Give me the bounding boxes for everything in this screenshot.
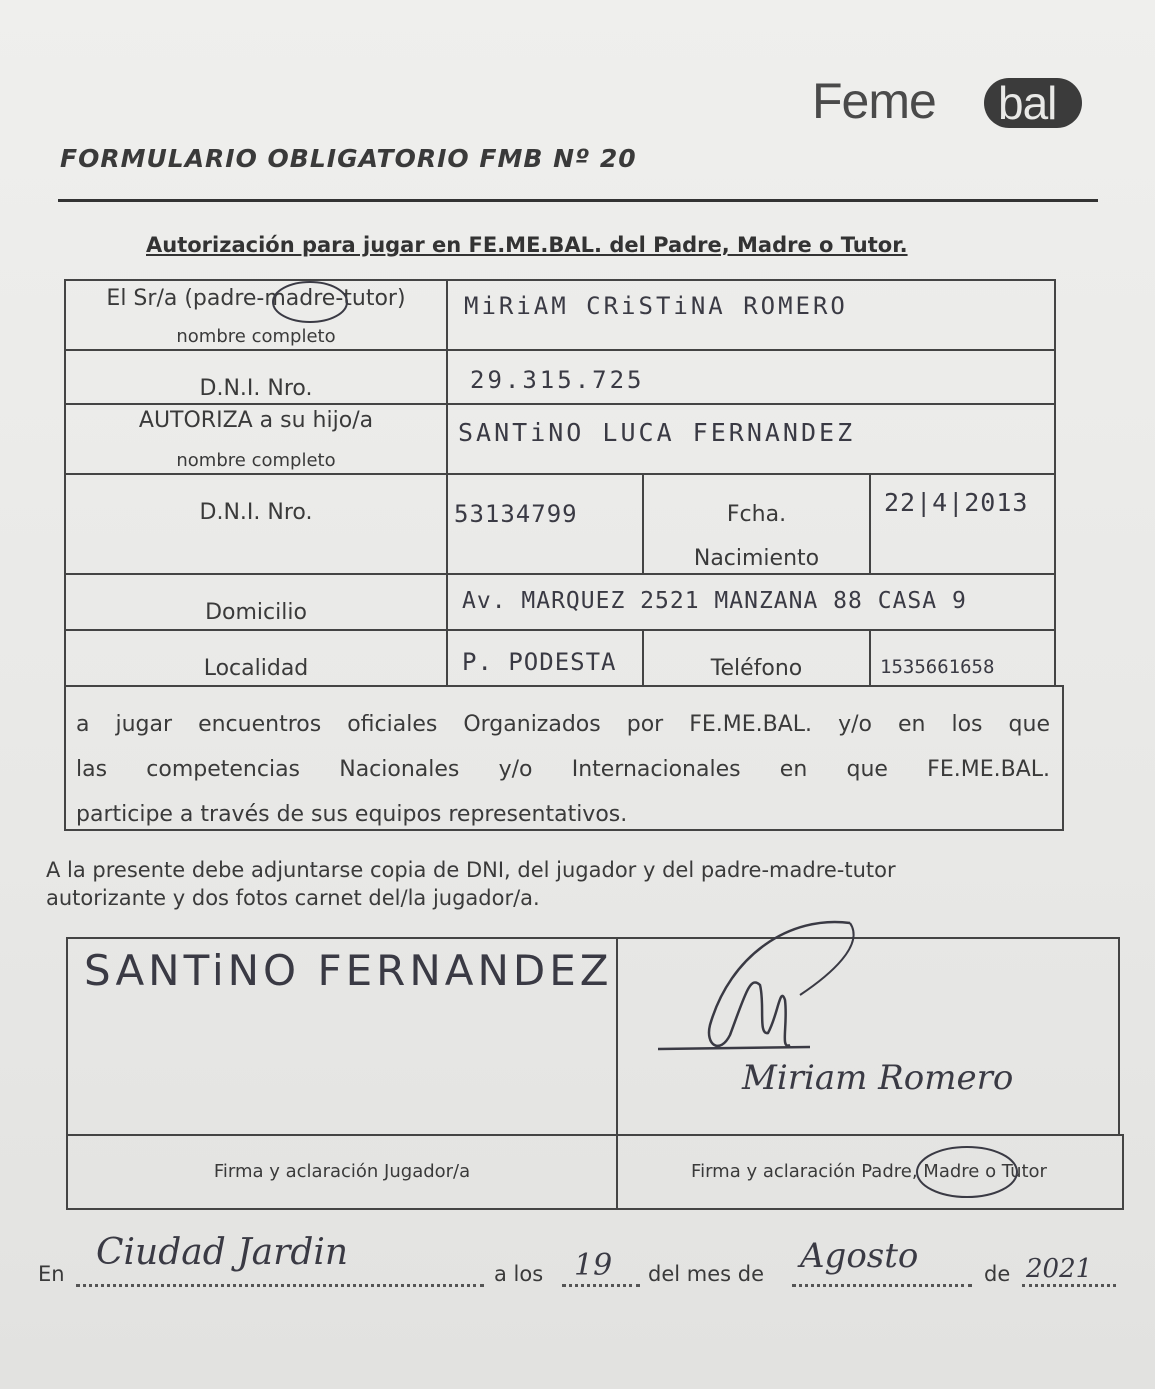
birthdate-label-line1: Fcha. (726, 502, 787, 527)
paragraph-line: a jugar encuentros oficiales Organizados por FE.ME.BAL. y/o en los que (76, 712, 1050, 737)
player-signature-name: SANTiNO FERNANDEZ (84, 946, 613, 995)
place-line (76, 1284, 484, 1287)
form-title: FORMULARIO OBLIGATORIO FMB Nº 20 (60, 144, 637, 173)
month-value: Agosto (800, 1236, 919, 1276)
signature-border-right-lower (1122, 1134, 1124, 1210)
parent-name-value: MiRiAM CRiSTiNA ROMERO (464, 292, 848, 320)
table-border-left (64, 279, 66, 831)
child-dni-value: 53134799 (454, 500, 578, 528)
year-label: de (984, 1262, 1011, 1286)
table-border-right (1054, 281, 1056, 686)
day-label: a los (494, 1262, 544, 1286)
parent-name-label: El Sr/a (padre-madre-tutor) (106, 286, 406, 311)
birthdate-label-line2: Nacimiento (693, 546, 820, 571)
address-label: Domicilio (205, 600, 307, 625)
year-line (1022, 1284, 1116, 1287)
parent-name-sublabel: nombre completo (176, 326, 336, 347)
attachment-note-line: A la presente debe adjuntarse copia de DNI, del jugador y del padre-madre-tutor (46, 858, 896, 882)
logo-pill-text: bal (998, 77, 1057, 129)
birthdate-value: 22|4|2013 (884, 488, 1029, 517)
month-label: del mes de (648, 1262, 765, 1286)
locality-value: P. PODESTA (462, 648, 617, 676)
signature-row-line (66, 1134, 1122, 1136)
signature-border-right (1118, 937, 1120, 1136)
place-label: En (38, 1262, 65, 1286)
place-value: Ciudad Jardin (96, 1232, 349, 1273)
table-row-line (64, 629, 1056, 631)
parent-dni-value: 29.315.725 (470, 366, 645, 394)
child-dni-label: D.N.I. Nro. (199, 500, 313, 525)
table-divider-tel-value (869, 630, 871, 686)
child-name-sublabel: nombre completo (176, 450, 336, 471)
address-value: Av. MARQUEZ 2521 MANZANA 88 CASA 9 (462, 588, 967, 614)
parent-signature-name: Miriam Romero (742, 1058, 1014, 1098)
signature-row-line (66, 1208, 1124, 1210)
table-row-line (64, 473, 1056, 475)
paragraph-line: participe a través de sus equipos representativos. (76, 802, 628, 827)
table-row-line (64, 403, 1056, 405)
player-signature-label: Firma y aclaración Jugador/a (213, 1161, 471, 1182)
table-row-line (64, 349, 1056, 351)
day-line (562, 1284, 640, 1287)
madre-circle-mark (270, 279, 350, 325)
form-subtitle: Autorización para jugar en FE.ME.BAL. del Padre, Madre o Tutor. (146, 233, 908, 257)
month-line (792, 1284, 972, 1287)
child-name-label: AUTORIZA a su hijo/a (138, 408, 374, 433)
attachment-note-line: autorizante y dos fotos carnet del/la jugador/a. (46, 886, 540, 910)
table-row-line (64, 685, 1064, 687)
title-divider (58, 199, 1098, 202)
phone-value: 1535661658 (880, 656, 995, 678)
phone-label: Teléfono (710, 656, 803, 681)
parent-dni-label: D.N.I. Nro. (199, 376, 313, 401)
table-border-right-lower (1062, 686, 1064, 831)
femebal-logo (812, 70, 1092, 132)
day-value: 19 (574, 1248, 613, 1283)
madre-circle-mark (914, 1143, 1020, 1201)
paragraph-line: las competencias Nacionales y/o Internacionales en que FE.ME.BAL. (76, 757, 1050, 782)
child-name-value: SANTiNO LUCA FERNANDEZ (458, 418, 856, 447)
parent-signature-label: Firma y aclaración Padre, Madre o Tutor (691, 1161, 1047, 1182)
year-value: 2021 (1026, 1254, 1093, 1284)
locality-label: Localidad (203, 656, 309, 681)
signature-row-line (66, 937, 1118, 939)
logo-pill (984, 78, 1082, 128)
logo-prefix: Feme (812, 73, 936, 129)
parent-signature-mark (650, 915, 870, 1075)
table-divider-fecha-value (869, 474, 871, 574)
table-row-line (64, 279, 1056, 281)
table-row-line (64, 573, 1056, 575)
table-column-divider (446, 280, 448, 686)
